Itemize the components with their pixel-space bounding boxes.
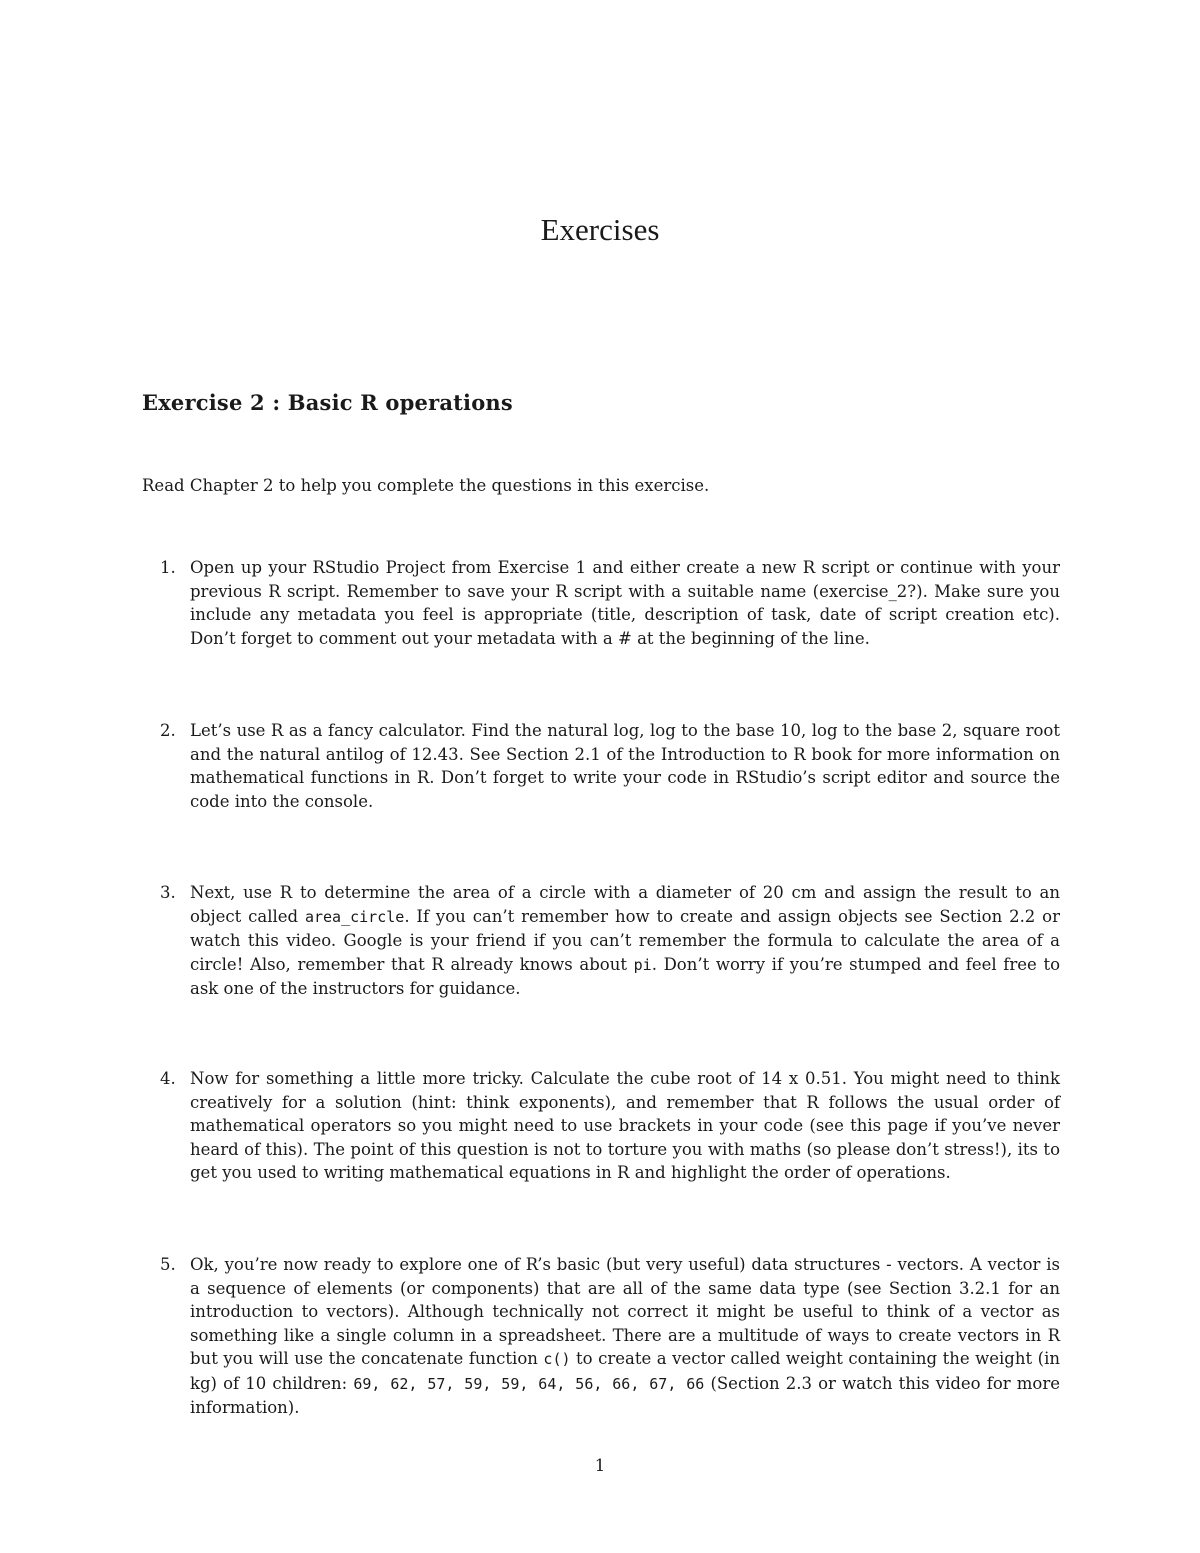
question-text: Let’s use R as a fancy calculator. Find the natural log, log to the base 10, log to the base 2, square root and the natural antilog of 12.43. See Section 2.1 of the Introduction to R book for more information on mathematical functions in R. Don’t forget to write your code in RStudio’s script editor and source the code into the console.	[190, 721, 1060, 811]
question-text: Open up your RStudio Project from Exercise 1 and either create a new R script or continue with your previous R script. Remember to save your R script with a suitable name (exercise_2?). Make sure you include any metadata you feel is appropriate (title, description of task, date of script creation etc). Don’t forget to comment out your metadata with a # at the beginning of the line.	[190, 558, 1060, 648]
question-number: 1.	[160, 558, 176, 577]
text-segment: (Section 2.3 or watch this video for more information).	[190, 1373, 1061, 1417]
inline-code: area_circle	[304, 907, 405, 926]
question-text	[190, 1253, 1060, 1420]
question-2	[142, 719, 1060, 813]
question-4	[142, 1067, 1060, 1185]
question-text: Now for something a little more tricky. Calculate the cube root of 14 x 0.51. You might need to think creatively for a solution (hint: think exponents), and remember that R follows the usual order of mathematical operators so you might need to use brackets in your code (see this page if you’ve never heard of this). The point of this question is not to torture you with maths (so please don’t stress!), its to get you used to writing mathematical equations in R and highlight the order of operations.	[190, 1069, 1060, 1182]
question-number: 3.	[160, 883, 176, 902]
text-segment: Ok, you’re now ready to explore one of R’s basic (but very useful) data structures - vectors. A vector is a sequence of elements (or components) that are all of the same data type (see Section 3.2.1 for an introduction to vectors). Although technically not correct it might be useful to think of a vector as something like a single column in a spreadsheet. There are a multitude of ways to create vectors in R but you will use the concatenate function	[190, 1255, 1060, 1368]
page-title: Exercises	[540, 212, 660, 247]
question-number: 2.	[160, 721, 176, 740]
question-number: 4.	[160, 1069, 176, 1088]
section-heading: Exercise 2 : Basic R operations	[142, 390, 513, 415]
text-segment: . Don’t worry if you’re stumped and feel free to ask one of the instructors for guidance.	[190, 954, 1061, 998]
inline-code: c()	[543, 1350, 571, 1368]
question-text	[190, 881, 1060, 1001]
text-segment: to create a vector called weight containing the weight (in kg) of 10 children:	[190, 1349, 1060, 1393]
intro-paragraph: Read Chapter 2 to help you complete the questions in this exercise.	[142, 476, 710, 495]
inline-code: pi	[633, 955, 652, 974]
page-number: 1	[594, 1456, 606, 1475]
question-number: 5.	[160, 1255, 176, 1274]
inline-code: 69, 62, 57, 59, 59, 64, 56, 66, 67, 66	[353, 1374, 705, 1393]
question-3	[142, 881, 1060, 1001]
text-segment: . If you can’t remember how to create and assign objects see Section 2.2 or watch this video. Google is your friend if you can’t remember the formula to calculate the area of a circle! Also, remember that R already knows about	[190, 906, 1061, 974]
text-segment: Next, use R to determine the area of a circle with a diameter of 20 cm and assign the result to an object called	[190, 883, 1060, 926]
question-5	[142, 1253, 1060, 1420]
question-1	[142, 556, 1060, 650]
